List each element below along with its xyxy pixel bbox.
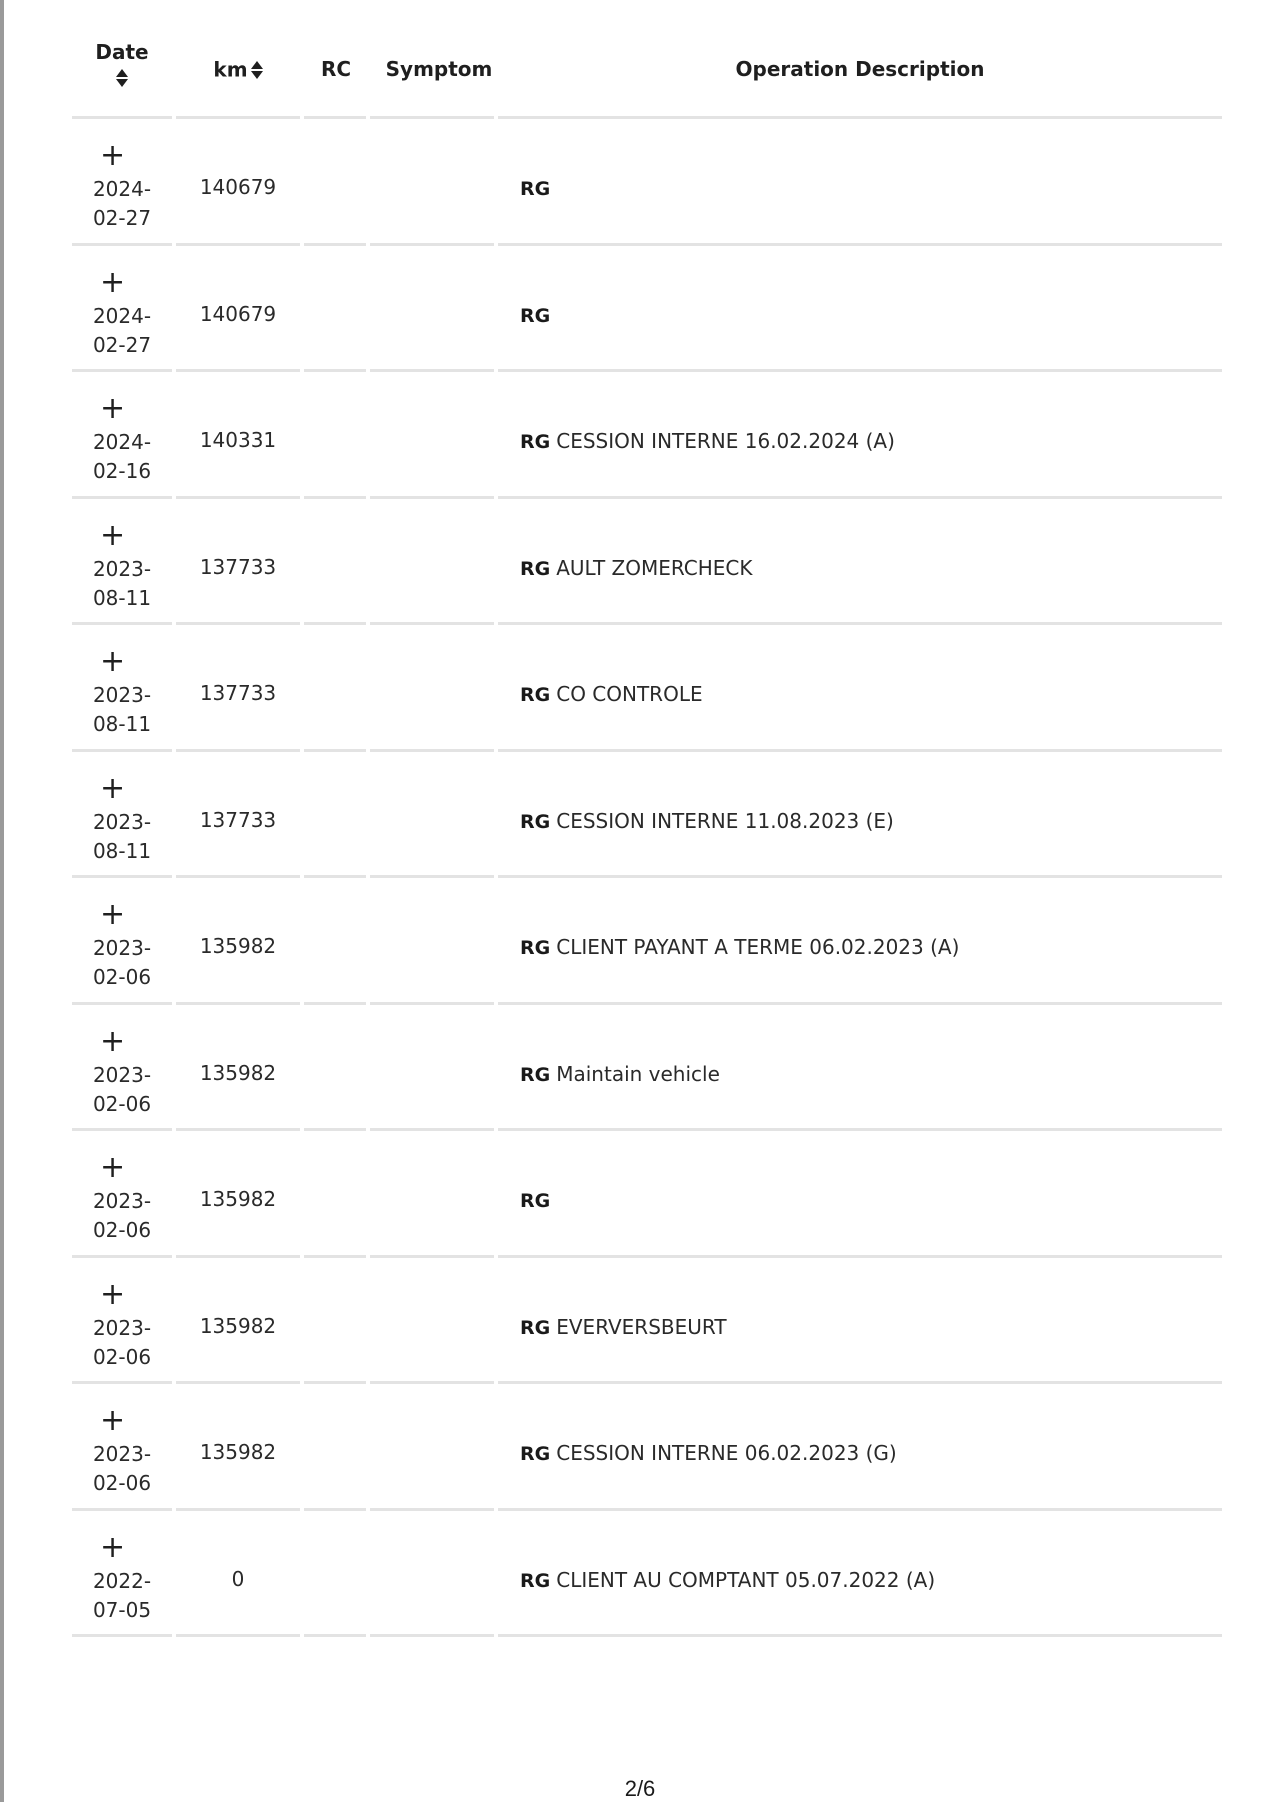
row-date-monthday: 02-06: [92, 965, 152, 989]
row-operation-text: CESSION INTERNE 06.02.2023 (G): [556, 1441, 897, 1465]
table-body: [72, 119, 1222, 1637]
plus-icon[interactable]: +: [100, 1529, 126, 1565]
row-km: 135982: [199, 1060, 277, 1085]
row-date-year: 2024-: [92, 430, 152, 454]
row-operation-code: RG: [520, 178, 551, 200]
row-operation-description: [520, 1062, 720, 1086]
table-row: [72, 1511, 1222, 1638]
row-date-monthday: 02-06: [92, 1471, 152, 1495]
table-row: [72, 499, 1222, 626]
table-header: [72, 0, 1222, 116]
row-operation-code: RG: [520, 431, 551, 453]
table-row: [72, 1131, 1222, 1258]
sort-arrows-icon[interactable]: [251, 60, 263, 80]
table-row: [72, 1384, 1222, 1511]
row-date-monthday: 08-11: [92, 585, 152, 610]
row-date: [72, 1061, 172, 1119]
table-row: [72, 246, 1222, 373]
row-operation-code: RG: [520, 557, 551, 580]
row-operation-code: RG: [520, 1316, 551, 1339]
row-date: [72, 934, 172, 992]
page-indicator: 2/6: [624, 1776, 656, 1801]
row-date-year: 2024-: [92, 303, 152, 328]
row-date: [72, 1314, 172, 1372]
row-operation-description: [520, 176, 556, 200]
row-operation-description: [520, 556, 752, 580]
row-date: [72, 808, 172, 866]
row-km: 0: [231, 1566, 245, 1591]
row-date-year: 2023-: [92, 683, 152, 707]
plus-icon[interactable]: +: [100, 1023, 126, 1059]
row-operation-code: RG: [520, 684, 551, 706]
plus-icon[interactable]: +: [100, 644, 126, 679]
row-operation-text: CESSION INTERNE 11.08.2023 (E): [556, 808, 894, 833]
plus-icon[interactable]: +: [100, 264, 126, 300]
row-km: 135982: [199, 1440, 277, 1464]
row-km: 140679: [199, 175, 277, 199]
row-km: 137733: [199, 681, 277, 705]
row-km: 135982: [199, 1313, 277, 1338]
row-km: 140679: [199, 301, 277, 326]
row-date-year: 2023-: [92, 1062, 152, 1087]
row-date-monthday: 07-05: [92, 1597, 152, 1622]
row-date-year: 2023-: [92, 556, 152, 581]
sort-arrows-icon[interactable]: [116, 68, 128, 88]
table-row: [72, 1005, 1222, 1132]
row-operation-description: [520, 1315, 727, 1339]
row-date-year: 2023-: [92, 1189, 152, 1213]
row-operation-code: RG: [520, 1190, 551, 1212]
page-left-border: [0, 0, 4, 1802]
row-date-monthday: 02-16: [92, 459, 152, 483]
row-date-monthday: 02-27: [92, 332, 152, 357]
row-date: [72, 1567, 172, 1625]
plus-icon[interactable]: +: [100, 517, 126, 553]
plus-icon[interactable]: +: [100, 897, 126, 932]
row-date-year: 2023-: [92, 936, 152, 960]
row-operation-code: RG: [520, 810, 551, 833]
table-row: [72, 878, 1222, 1005]
row-date-year: 2023-: [92, 1315, 152, 1340]
table-row: [72, 372, 1222, 499]
row-km: 140331: [199, 428, 277, 452]
table-row: [72, 1258, 1222, 1385]
row-km: 135982: [199, 1187, 277, 1211]
table-row: [72, 625, 1222, 752]
row-operation-code: RG: [520, 1443, 551, 1465]
row-date-year: 2022-: [92, 1568, 152, 1593]
row-operation-text: CO CONTROLE: [556, 682, 703, 706]
row-date-monthday: 02-06: [92, 1218, 152, 1242]
plus-icon[interactable]: +: [100, 1150, 126, 1185]
plus-icon[interactable]: +: [100, 1276, 126, 1312]
row-date: [72, 1187, 172, 1245]
header-km[interactable]: [176, 56, 300, 82]
row-operation-description: [520, 809, 894, 833]
row-date: [72, 428, 172, 486]
row-operation-description: [520, 935, 959, 959]
row-operation-text: CESSION INTERNE 16.02.2024 (A): [556, 429, 895, 453]
row-date-monthday: 02-06: [92, 1344, 152, 1369]
row-date-monthday: 08-11: [92, 838, 152, 863]
row-operation-code: RG: [520, 1063, 551, 1086]
row-date-year: 2023-: [92, 809, 152, 834]
row-operation-code: RG: [520, 304, 551, 327]
row-date: [72, 1440, 172, 1498]
plus-icon[interactable]: +: [100, 770, 126, 806]
row-operation-text: AULT ZOMERCHECK: [556, 555, 753, 580]
row-date-year: 2023-: [92, 1442, 152, 1466]
row-operation-text: CLIENT AU COMPTANT 05.07.2022 (A): [556, 1567, 936, 1592]
row-operation-description: [520, 682, 703, 706]
plus-icon[interactable]: +: [100, 391, 126, 426]
row-operation-code: RG: [520, 937, 551, 959]
row-operation-description: [520, 303, 556, 327]
row-operation-description: [520, 1188, 556, 1212]
row-date: [72, 555, 172, 613]
row-operation-text: Maintain vehicle: [556, 1061, 720, 1086]
row-divider: [72, 1634, 1222, 1637]
header-rc: RC: [320, 57, 352, 81]
plus-icon[interactable]: +: [100, 1403, 126, 1438]
row-km: 137733: [199, 807, 277, 832]
row-date-monthday: 02-27: [92, 206, 152, 230]
header-date-label: Date: [95, 40, 149, 64]
row-operation-description: [520, 429, 895, 453]
row-operation-text: CLIENT PAYANT A TERME 06.02.2023 (A): [556, 935, 960, 959]
table-row: [72, 752, 1222, 879]
row-operation-description: [520, 1441, 897, 1465]
row-date-monthday: 08-11: [92, 712, 152, 736]
row-operation-code: RG: [520, 1569, 551, 1592]
header-operation-description: Operation Description: [735, 57, 985, 81]
header-km-label: km: [213, 57, 248, 82]
table-row: [72, 119, 1222, 246]
row-km: 135982: [199, 934, 277, 958]
row-date: [72, 681, 172, 739]
header-symptom: Symptom: [385, 57, 493, 81]
row-date-monthday: 02-06: [92, 1091, 152, 1116]
row-date-year: 2024-: [92, 177, 152, 201]
row-operation-text: EVERVERSBEURT: [556, 1314, 727, 1339]
row-date: [72, 302, 172, 360]
row-km: 137733: [199, 554, 277, 579]
row-date: [72, 175, 172, 233]
history-table: [72, 0, 1222, 1637]
plus-icon[interactable]: +: [100, 138, 126, 173]
header-date[interactable]: [72, 40, 172, 88]
row-operation-description: [520, 1568, 935, 1592]
